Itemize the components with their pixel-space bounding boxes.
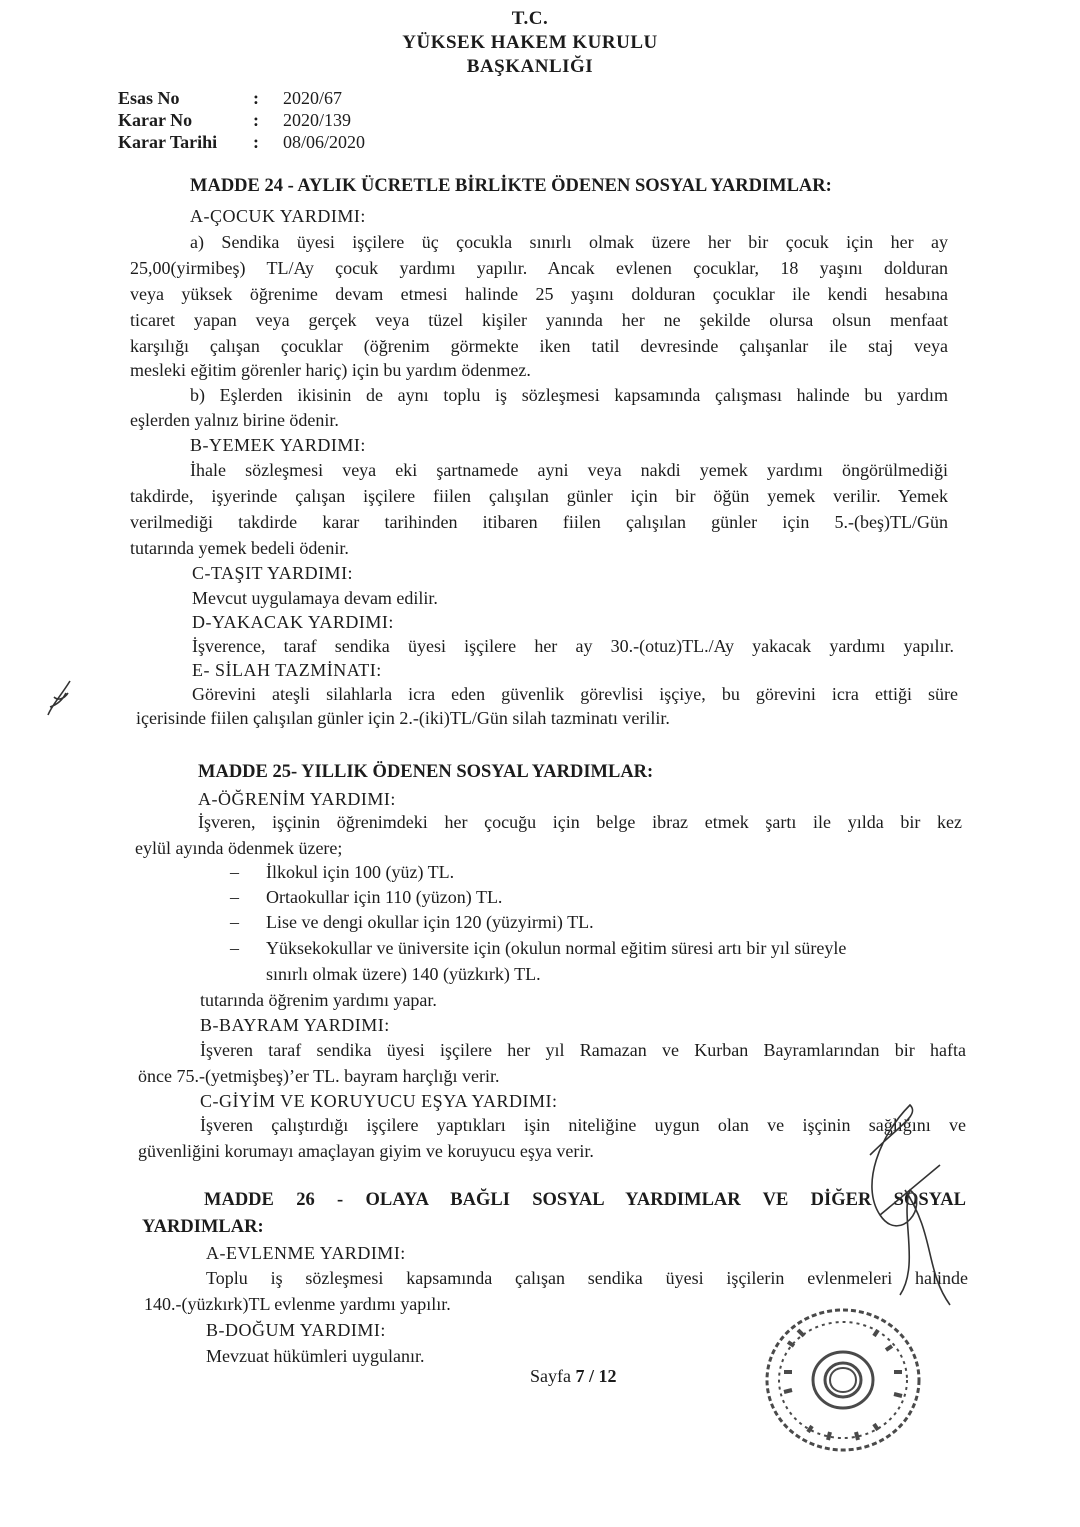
meta-colon: : bbox=[253, 132, 259, 152]
paragraph-line: b) Eşlerden ikisinin de aynı toplu iş sözleşmesi kapsamında çalışması halinde bu yardım bbox=[190, 385, 948, 405]
meta-value: 08/06/2020 bbox=[283, 132, 366, 152]
list-item-continuation: sınırlı olmak üzere) 140 (yüzkırk) TL. bbox=[266, 964, 541, 984]
section-tasit-title: C-TAŞIT YARDIMI: bbox=[192, 563, 354, 583]
section-cocuk-title: A-ÇOCUK YARDIMI: bbox=[190, 206, 366, 226]
meta-colon: : bbox=[253, 110, 259, 130]
article-26-title: MADDE 26 - OLAYA BAĞLI SOSYAL YARDIMLAR VE DİĞER SOSYAL bbox=[204, 1190, 966, 1210]
paragraph-line: İşveren çalıştırdığı işçilere yaptıkları işin niteliğine uygun olan ve işçinin sağlığını ve bbox=[200, 1115, 966, 1135]
paragraph-line: tutarında öğrenim yardımı yapar. bbox=[200, 990, 437, 1010]
list-item: İlkokul için 100 (yüz) TL. bbox=[266, 862, 455, 882]
page-number-prefix: Sayfa bbox=[530, 1366, 576, 1386]
paragraph-line: 25,00(yirmibeş) TL/Ay çocuk yardımı yapılır. Ancak evlenen çocuklar, 18 yaşını dolduran bbox=[130, 258, 948, 278]
paragraph-line: a) Sendika üyesi işçilere üç çocukla sınırlı olmak üzere her bir çocuk için her ay bbox=[190, 232, 948, 252]
section-yemek-title: B-YEMEK YARDIMI: bbox=[190, 435, 366, 455]
paragraph-line: eylül ayında ödenmek üzere; bbox=[135, 838, 343, 858]
list-dash: – bbox=[230, 862, 239, 882]
list-item: Lise ve dengi okullar için 120 (yüzyirmi) TL. bbox=[266, 912, 594, 932]
article-26-title-cont: YARDIMLAR: bbox=[142, 1217, 264, 1237]
paragraph-line: verilmediği takdirde karar tarihinden itibaren fiilen çalışılan günler için 5.-(beş)TL/Gün bbox=[130, 512, 948, 532]
article-25-title: MADDE 25- YILLIK ÖDENEN SOSYAL YARDIMLAR: bbox=[198, 762, 654, 782]
meta-label: Karar No bbox=[118, 110, 193, 130]
official-seal-icon bbox=[758, 1302, 928, 1462]
paragraph-line: Mevcut uygulamaya devam edilir. bbox=[192, 588, 438, 608]
paragraph-line: karşılığı çalışan çocuklar (öğrenim görmekte iken tatil devresinde çalışanlar ile staj veya bbox=[130, 336, 948, 356]
paragraph-line: 140.-(yüzkırk)TL evlenme yardımı yapılır. bbox=[144, 1294, 451, 1314]
list-dash: – bbox=[230, 912, 239, 932]
meta-karar-row bbox=[118, 110, 365, 132]
paragraph-line: takdirde, işyerinde çalışan işçilere fiilen çalışılan günler için bir öğün yemek verilir. Yemek bbox=[130, 486, 948, 506]
page-number-value: 7 / 12 bbox=[575, 1366, 617, 1386]
paragraph-line: önce 75.-(yetmişbeş)’er TL. bayram harçlığı verir. bbox=[138, 1066, 500, 1086]
paragraph-line: Toplu iş sözleşmesi kapsamında çalışan sendika üyesi işçilerin evlenmeleri halinde bbox=[206, 1268, 968, 1288]
section-bayram-title: B-BAYRAM YARDIMI: bbox=[200, 1015, 390, 1035]
case-meta bbox=[118, 88, 365, 154]
paragraph-line: İşveren taraf sendika üyesi işçilere her yıl Ramazan ve Kurban Bayramlarından bir hafta bbox=[200, 1040, 966, 1060]
meta-esas-row bbox=[118, 88, 365, 110]
list-dash: – bbox=[230, 887, 239, 907]
page-number bbox=[530, 1366, 617, 1387]
meta-label: Karar Tarihi bbox=[118, 132, 218, 152]
header-tc: T.C. bbox=[511, 8, 549, 29]
header-presidency: BAŞKANLIĞI bbox=[466, 56, 594, 77]
section-giyim-title: C-GİYİM VE KORUYUCU EŞYA YARDIMI: bbox=[200, 1091, 558, 1111]
header-institution: YÜKSEK HAKEM KURULU bbox=[402, 32, 658, 53]
paragraph-line: içerisinde fiilen çalışılan günler için 2.-(iki)TL/Gün silah tazminatı verilir. bbox=[136, 708, 670, 728]
meta-value: 2020/67 bbox=[283, 88, 343, 108]
section-evlenme-title: A-EVLENME YARDIMI: bbox=[206, 1243, 406, 1263]
section-ogrenim-title: A-ÖĞRENİM YARDIMI: bbox=[198, 789, 396, 809]
paragraph-line: İşveren, işçinin öğrenimdeki her çocuğu için belge ibraz etmek şartı ile yılda bir kez bbox=[198, 812, 962, 832]
section-dogum-title: B-DOĞUM YARDIMI: bbox=[206, 1320, 386, 1340]
initials-mark-icon bbox=[40, 675, 80, 719]
paragraph-line: Mevzuat hükümleri uygulanır. bbox=[206, 1346, 425, 1366]
meta-value: 2020/139 bbox=[283, 110, 352, 130]
paragraph-line: ticaret yapan veya gerçek veya tüzel kişiler yanında her ne şekilde olursa olsun menfaat bbox=[130, 310, 948, 330]
list-dash: – bbox=[230, 938, 239, 958]
signature-icon bbox=[840, 1095, 960, 1315]
article-24-title: MADDE 24 - AYLIK ÜCRETLE BİRLİKTE ÖDENEN SOSYAL YARDIMLAR: bbox=[190, 176, 832, 196]
paragraph-line: tutarında yemek bedeli ödenir. bbox=[130, 538, 349, 558]
paragraph-line: eşlerden yalnız birine ödenir. bbox=[130, 410, 339, 430]
list-item: Yüksekokullar ve üniversite için (okulun normal eğitim süresi artı bir yıl süreyle bbox=[266, 938, 847, 958]
meta-colon: : bbox=[253, 88, 259, 108]
paragraph-line: Görevini ateşli silahlarla icra eden güvenlik görevlisi işçiye, bu görevini icra ettiği süre bbox=[192, 684, 958, 704]
paragraph-line: İşverence, taraf sendika üyesi işçilere her ay 30.-(otuz)TL./Ay yakacak yardımı yapılır. bbox=[192, 636, 954, 656]
meta-tarih-row bbox=[118, 132, 365, 154]
paragraph-line: mesleki eğitim görenler hariç) için bu yardım ödenmez. bbox=[130, 360, 531, 380]
section-silah-title: E- SİLAH TAZMİNATI: bbox=[192, 660, 382, 680]
paragraph-line: veya yüksek öğrenime devam etmesi halinde 25 yaşını dolduran çocuklar ile kendi hesabına bbox=[130, 284, 948, 304]
meta-label: Esas No bbox=[118, 88, 180, 108]
section-yakacak-title: D-YAKACAK YARDIMI: bbox=[192, 612, 394, 632]
list-item: Ortaokullar için 110 (yüzon) TL. bbox=[266, 887, 503, 907]
paragraph-line: İhale sözleşmesi veya eki şartnamede ayni veya nakdi yemek yardımı öngörülmediği bbox=[190, 460, 948, 480]
paragraph-line: güvenliğini korumayı amaçlayan giyim ve koruyucu eşya verir. bbox=[138, 1141, 594, 1161]
